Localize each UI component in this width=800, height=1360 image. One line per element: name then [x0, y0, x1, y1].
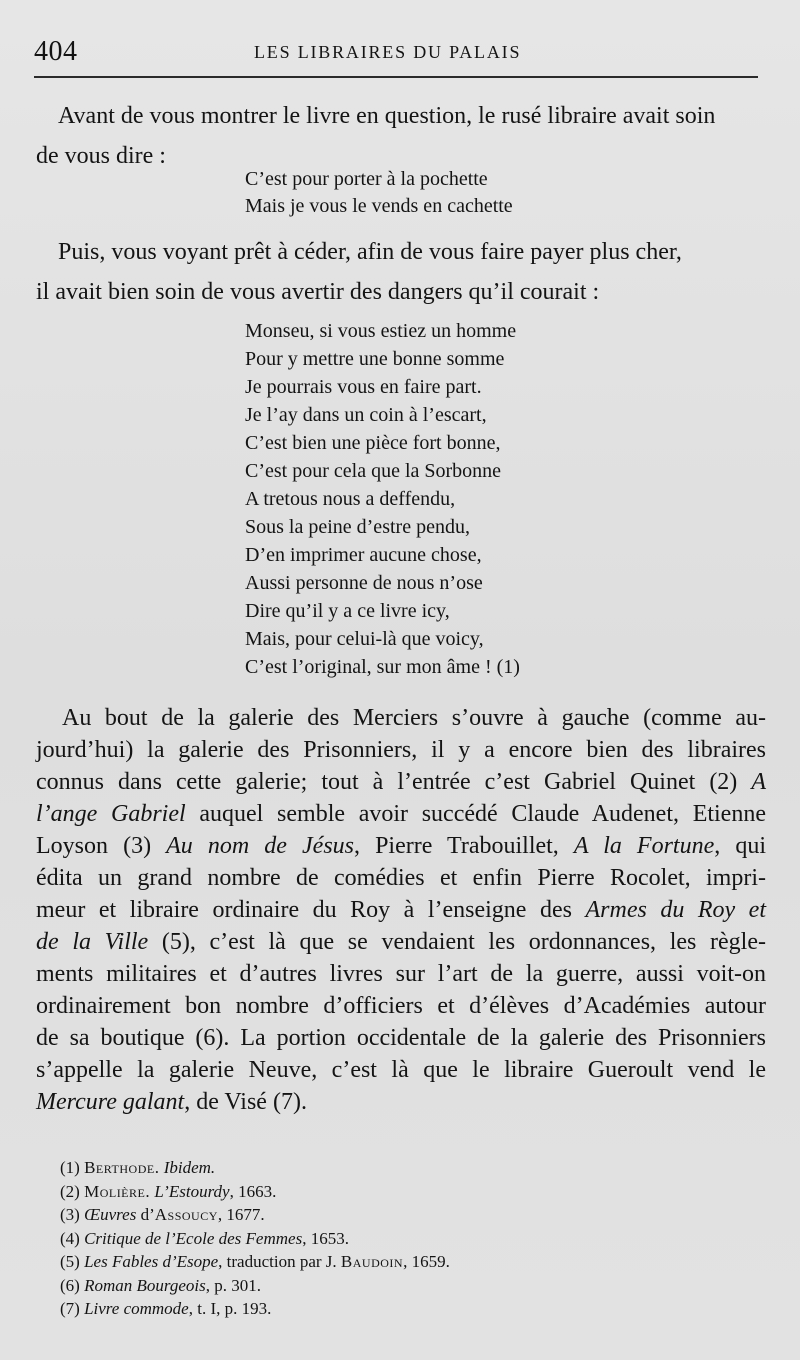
final-line-6: édita un grand nombre de comédies et enfin Pierre Rocolet, impri-	[36, 865, 766, 891]
footnote-5	[60, 1250, 740, 1274]
verse-2-line-7: A tretous nous a deffendu,	[245, 488, 456, 510]
footnote-author: Assoucy	[154, 1205, 218, 1224]
final-line-7-prefix: meur et libraire ordinaire du Roy à l’enseigne des	[36, 897, 586, 923]
final-line-4-text: auquel semble avoir succédé Claude Audenet, Etienne	[185, 801, 766, 827]
intro-line-2: de vous dire :	[36, 143, 166, 169]
verse-2-line-12: Mais, pour celui-là que voicy,	[245, 628, 484, 650]
footnote-title: Les Fables d’Esope	[84, 1252, 219, 1271]
footnote-title: Œuvres	[84, 1205, 137, 1224]
footnote-rest: , 1677.	[217, 1205, 265, 1224]
footnote-author: Baudoin	[340, 1252, 404, 1271]
final-line-13	[36, 1086, 766, 1118]
verse-2-line-2: Pour y mettre une bonne somme	[245, 348, 505, 370]
footnote-number: (4)	[60, 1228, 80, 1248]
footnote-author: Berthode.	[84, 1158, 160, 1177]
final-line-5-middle: , Pierre Trabouillet,	[354, 833, 574, 859]
final-line-12: s’appelle la galerie Neuve, c’est là que le libraire Gueroult vend le	[36, 1057, 766, 1083]
footnote-4	[60, 1227, 740, 1251]
final-line-8-suffix: (5), c’est là que se vendaient les ordonnances, les règle-	[148, 929, 766, 955]
final-line-3	[36, 766, 766, 798]
verse-2-line-6: C’est pour cela que la Sorbonne	[245, 460, 502, 482]
verse-2-line-8: Sous la peine d’estre pendu,	[245, 516, 470, 538]
middle-line-2: il avait bien soin de vous avertir des dangers qu’il courait :	[36, 279, 600, 305]
verse-2-line-3: Je pourrais vous en faire part.	[245, 376, 482, 398]
footnote-title: Livre commode	[84, 1299, 189, 1318]
footnote-3	[60, 1203, 740, 1227]
page-number: 404	[34, 36, 78, 67]
shop-sign-l-ange-gabriel: l’ange Gabriel	[36, 801, 186, 827]
footnote-rest: , p. 301.	[205, 1275, 261, 1295]
footnote-number: (7)	[60, 1299, 80, 1318]
footnote-number: (6)	[60, 1275, 80, 1295]
final-line-5-prefix: Loyson (3)	[36, 833, 167, 859]
footnote-number: (2)	[60, 1181, 80, 1201]
verse-2-line-4: Je l’ay dans un coin à l’escart,	[245, 404, 487, 426]
final-line-3-text: connus dans cette galerie; tout à l’entrée c’est Gabriel Quinet (2)	[36, 769, 752, 795]
final-line-13-suffix: , de Visé (7).	[184, 1089, 307, 1115]
verse-2-line-9: D’en imprimer aucune chose,	[245, 544, 482, 566]
shop-sign-a-la-fortune: A la Fortune	[573, 833, 715, 859]
page-header	[34, 34, 754, 70]
footnotes	[60, 1156, 740, 1321]
shop-sign-au-nom-de-jesus: Au nom de Jésus	[166, 833, 354, 859]
verse-2-line-10: Aussi personne de nous n’ose	[245, 572, 483, 594]
verse-1-line-1: C’est pour porter à la pochette	[245, 168, 488, 190]
footnote-6	[60, 1274, 740, 1298]
footnote-title: L’Estourdy	[154, 1181, 230, 1201]
verse-2-line-11: Dire qu’il y a ce livre icy,	[245, 600, 450, 622]
intro-line-1: Avant de vous montrer le livre en question, le rusé libraire avait soin	[58, 103, 716, 129]
footnote-7	[60, 1297, 740, 1321]
shop-sign-de-la-ville: de la Ville	[36, 929, 149, 955]
footnote-rest: , 1659.	[403, 1252, 450, 1271]
footnote-1	[60, 1156, 740, 1180]
verse-1-line-2: Mais je vous le vends en cachette	[245, 195, 513, 217]
footnote-middle: d’	[136, 1205, 155, 1224]
final-line-8	[36, 926, 766, 958]
final-line-5-suffix: , qui	[714, 833, 767, 859]
verse-2-line-5: C’est bien une pièce fort bonne,	[245, 432, 501, 454]
footnote-number: (1)	[60, 1158, 80, 1177]
final-line-9: ments militaires et d’autres livres sur l’art de la guerre, aussi voit-on	[36, 961, 766, 987]
final-line-1: Au bout de la galerie des Merciers s’ouvre à gauche (comme au-	[62, 705, 766, 731]
verse-2-line-13: C’est l’original, sur mon âme ! (1)	[245, 656, 520, 678]
footnote-rest: , 1653.	[302, 1228, 349, 1248]
footnote-title: Critique de l’Ecole des Femmes	[84, 1228, 303, 1248]
footnote-rest: , t. I, p. 193.	[188, 1299, 272, 1318]
footnote-title: Ibidem.	[163, 1158, 216, 1177]
footnote-2	[60, 1180, 740, 1204]
final-line-10: ordinairement bon nombre d’officiers et d’élèves d’Académies autour	[36, 993, 766, 1019]
final-line-2: jourd’hui) la galerie des Prisonniers, il y a encore bien des libraires	[36, 737, 766, 763]
shop-sign-a-l-ange-gabriel-start: A	[751, 769, 766, 795]
footnote-rest: , 1663.	[229, 1181, 277, 1201]
mercure-galant-title: Mercure galant	[36, 1089, 185, 1115]
footnote-number: (3)	[60, 1205, 80, 1224]
final-line-7	[36, 894, 766, 926]
footnote-number: (5)	[60, 1252, 80, 1271]
footnote-author: Molière.	[84, 1181, 151, 1201]
footnote-middle: , traduction par J.	[218, 1252, 341, 1271]
running-head: LES LIBRAIRES DU PALAIS	[254, 42, 522, 62]
final-line-11: de sa boutique (6). La portion occidentale de la galerie des Prisonniers	[36, 1025, 766, 1051]
verse-2-line-1: Monseu, si vous estiez un homme	[245, 320, 517, 342]
header-rule	[34, 76, 758, 78]
final-line-4	[36, 798, 766, 830]
middle-line-1: Puis, vous voyant prêt à céder, afin de vous faire payer plus cher,	[58, 239, 682, 265]
shop-sign-armes-du-roy: Armes du Roy et	[585, 897, 766, 923]
final-line-5	[36, 830, 766, 862]
footnote-title: Roman Bourgeois	[84, 1275, 206, 1295]
